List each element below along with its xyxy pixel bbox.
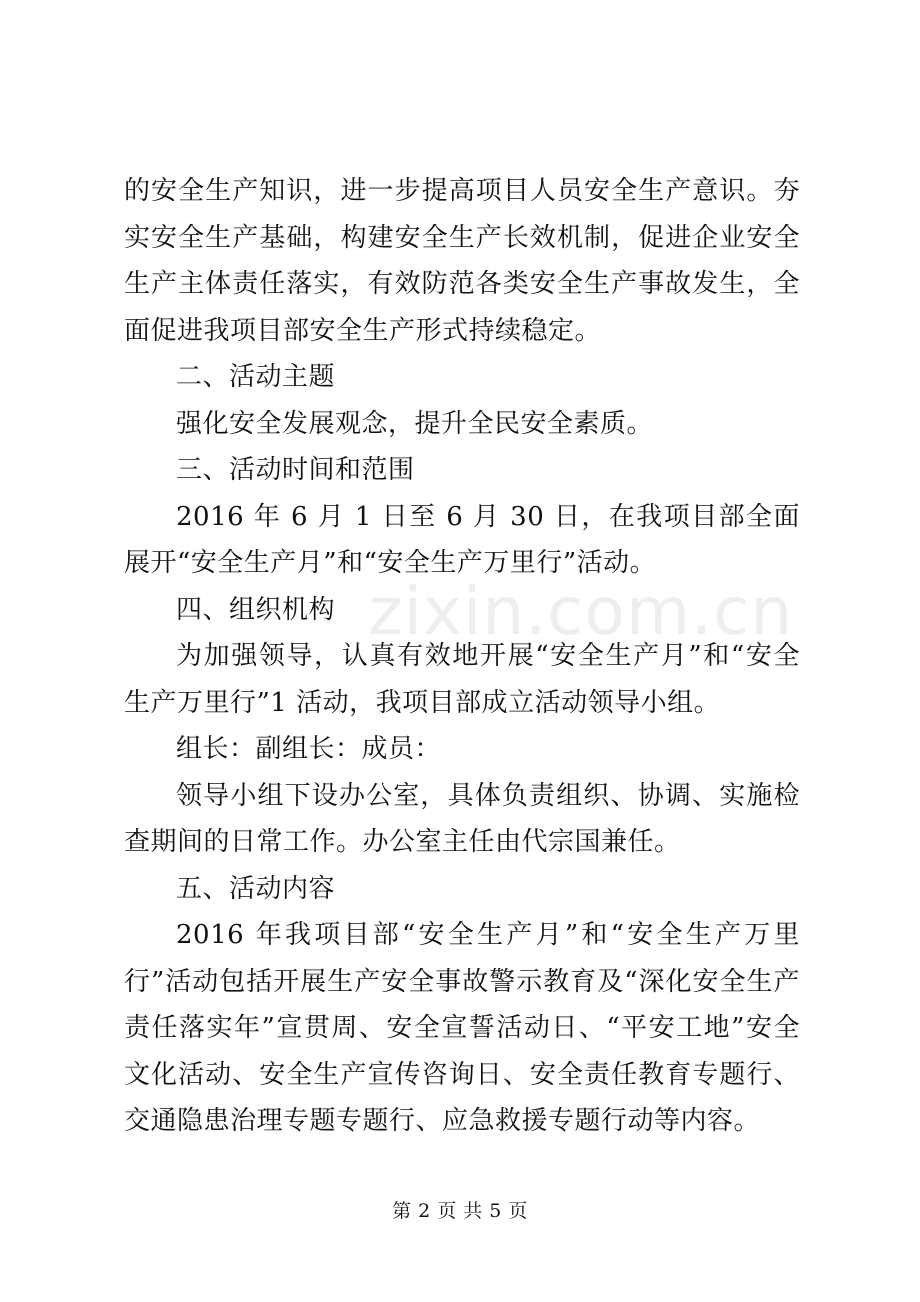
paragraph-activity-content: 2016 年我项目部“安全生产月”和“安全生产万里行”活动包括开展生产安全事故警示教育及“深化安全生产责任落实年”宣贯周、安全宣誓活动日、“平安工地”安全文化活动、安全生产宣传咨询日、安全责任教育专题行、交通隐患治理专题专题行、应急救援专题行动等内容。 — [124, 920, 800, 1136]
paragraph-intro-continuation: 的安全生产知识，进一步提高项目人员安全生产意识。夯实安全生产基础，构建安全生产长效机制，促进企业安全生产主体责任落实，有效防范各类安全生产事故发生，全面促进我项目部安全生产形式持续稳定。 — [124, 176, 800, 346]
paragraph-organization: 为加强领导，认真有效地开展“安全生产月”和“安全生产万里行”1 活动，我项目部成立活动领导小组。 — [124, 641, 800, 718]
paragraph-time-and-scope: 2016 年 6 月 1 日至 6 月 30 日，在我项目部全面展开“安全生产月”和“安全生产万里行”活动。 — [124, 501, 800, 578]
paragraph-activity-theme: 强化安全发展观念，提升全民安全素质。 — [176, 408, 654, 439]
section-heading-organization: 四、组织机构 — [176, 594, 336, 625]
paragraph-office: 领导小组下设办公室，具体负责组织、协调、实施检查期间的日常工作。办公室主任由代宗国兼任。 — [124, 780, 800, 857]
paragraph-group-members: 组长：副组长：成员： — [176, 734, 442, 764]
document-body — [124, 168, 800, 1145]
section-heading-activity-content: 五、活动内容 — [176, 873, 336, 904]
section-heading-activity-theme: 二、活动主题 — [176, 362, 336, 392]
watermark: zixin.com.cn — [368, 573, 794, 650]
section-heading-time-and-scope: 三、活动时间和范围 — [176, 455, 415, 485]
page-number-footer: 第 2 页 共 5 页 — [392, 1200, 528, 1222]
